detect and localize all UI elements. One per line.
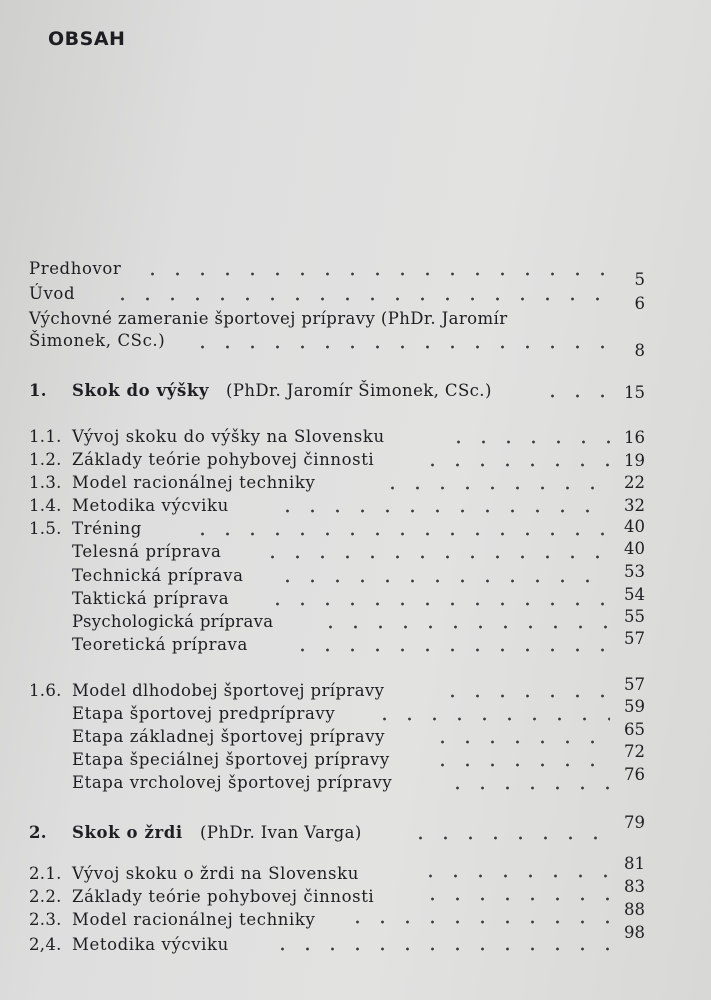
toc-entry-title: Vývoj skoku o žrdi na Slovensku — [72, 864, 359, 883]
toc-entry-2-4 — [0, 923, 711, 959]
toc-page-number: 72 — [624, 742, 645, 761]
toc-entry-title: Etapa vrcholovej športovej prípravy — [72, 773, 393, 792]
dot-leader — [540, 394, 610, 398]
toc-section-number: 1.1. — [29, 427, 62, 446]
toc-chapter-title: Skok do výšky — [72, 381, 210, 400]
toc-chapter-author: (PhDr. Jaromír Šimonek, CSc.) — [226, 381, 492, 400]
toc-entry-uvod — [0, 284, 711, 313]
toc-page-number: 79 — [624, 813, 645, 832]
toc-section-number: 1.4. — [29, 496, 62, 515]
toc-entry-1-5-psychologicka — [0, 607, 711, 636]
toc-page-number: 65 — [624, 720, 645, 739]
dot-leader — [372, 717, 610, 721]
toc-entry-title-cont: Šimonek, CSc.) — [29, 331, 166, 350]
toc-page-number: 40 — [624, 539, 645, 558]
dot-leader — [380, 486, 610, 490]
toc-entry-2-1 — [0, 854, 711, 888]
toc-entry-1-5-takticka — [0, 585, 711, 613]
toc-section-number: 2.3. — [29, 910, 62, 929]
toc-page-number: 98 — [624, 923, 645, 942]
dot-leader — [430, 740, 610, 744]
toc-page-number: 54 — [624, 585, 645, 604]
dot-leader — [290, 648, 610, 652]
dot-leader — [260, 555, 610, 559]
dot-leader — [430, 763, 610, 767]
toc-chapter-number: 2. — [29, 823, 47, 842]
toc-page-number: 88 — [624, 900, 645, 919]
toc-section-number: 1.6. — [29, 681, 62, 700]
toc-entry-1-6 — [0, 675, 711, 705]
toc-section-number: 1.5. — [29, 519, 62, 538]
toc-page-number: 16 — [624, 428, 645, 447]
dot-leader — [445, 786, 610, 790]
toc-entry-title: Teoretická príprava — [72, 635, 248, 654]
toc-entry-2-2 — [0, 877, 711, 911]
toc-chapter-number: 1. — [29, 381, 47, 400]
toc-entry-1-6-predpriprava — [0, 697, 711, 728]
dot-leader — [345, 920, 610, 924]
toc-page-number: 57 — [624, 629, 645, 648]
toc-entry-title: Etapa športovej predprípravy — [72, 704, 336, 723]
dot-leader — [440, 694, 610, 698]
toc-entry-title: Psychologická príprava — [72, 612, 274, 631]
dot-leader — [270, 947, 610, 951]
toc-page-number: 19 — [624, 451, 645, 470]
toc-page-number: 81 — [624, 854, 645, 873]
toc-page-number: 76 — [624, 765, 645, 784]
dot-leader — [420, 897, 610, 901]
toc-chapter-author: (PhDr. Ivan Varga) — [200, 823, 362, 842]
dot-leader — [420, 463, 610, 467]
toc-page-number: 83 — [624, 877, 645, 896]
toc-page-number: 22 — [624, 473, 645, 492]
toc-entry-1-5-telesna — [0, 539, 711, 566]
toc-page-number: 57 — [624, 675, 645, 694]
toc-entry-1-6-specialna — [0, 742, 711, 774]
dot-leader — [408, 836, 610, 840]
dot-leader — [418, 874, 610, 878]
toc-entry-title: Vývoj skoku do výšky na Slovensku — [72, 427, 385, 446]
toc-entry-title: Výchovné zameranie športovej prípravy (PhDr. Jaromír — [29, 309, 508, 328]
toc-entry-title: Úvod — [29, 284, 76, 303]
toc-page-number: 8 — [634, 341, 645, 360]
toc-entry-title: Etapa základnej športovej prípravy — [72, 727, 386, 746]
toc-entry-title: Predhovor — [29, 259, 122, 278]
dot-leader — [265, 602, 610, 606]
dot-leader — [275, 509, 610, 513]
toc-entry-1-6-vrcholova — [0, 765, 711, 797]
toc-page-number: 55 — [624, 607, 645, 626]
toc-chapter-2 — [0, 813, 711, 847]
toc-entry-vychovne-cont — [0, 331, 711, 360]
toc-entry-2-3 — [0, 900, 711, 934]
toc-page-number: 40 — [624, 517, 645, 536]
toc-entry-title: Základy teórie pohybovej činnosti — [72, 450, 375, 469]
toc-entry-title: Metodika výcviku — [72, 496, 229, 515]
toc-section-number: 2.1. — [29, 864, 62, 883]
toc-entry-title: Etapa špeciálnej športovej prípravy — [72, 750, 390, 769]
toc-entry-1-1 — [0, 427, 711, 451]
dot-leader — [318, 625, 610, 629]
toc-page-number: 15 — [624, 383, 645, 402]
toc-entry-1-3 — [0, 473, 711, 497]
toc-entry-title: Model racionálnej techniky — [72, 910, 316, 929]
toc-page-number: 53 — [624, 562, 645, 581]
toc-entry-title: Tréning — [72, 519, 142, 538]
toc-entry-title: Metodika výcviku — [72, 935, 229, 954]
toc-entry-vychovne — [0, 309, 711, 333]
toc-entry-title: Telesná príprava — [72, 542, 222, 561]
toc-entry-title: Základy teórie pohybovej činnosti — [72, 887, 375, 906]
toc-entry-title: Model racionálnej techniky — [72, 473, 316, 492]
toc-entry-1-5-technicka — [0, 562, 711, 590]
dot-leader — [140, 272, 610, 276]
dot-leader — [275, 579, 610, 583]
toc-page-number: 32 — [624, 496, 645, 515]
dot-leader — [110, 297, 610, 301]
dot-leader — [190, 345, 610, 349]
toc-entry-title: Model dlhodobej športovej prípravy — [72, 681, 385, 700]
toc-entry-1-4 — [0, 496, 711, 520]
toc-entry-title: Technická príprava — [72, 566, 244, 585]
dot-leader — [446, 440, 610, 444]
toc-entry-1-2 — [0, 450, 711, 474]
toc-entry-1-6-zakladna — [0, 720, 711, 751]
toc-page-number: 5 — [634, 270, 645, 289]
toc-entry-1-5 — [0, 519, 711, 543]
toc-chapter-title: Skok o žrdi — [72, 823, 183, 842]
toc-section-number: 1.2. — [29, 450, 62, 469]
dot-leader — [190, 532, 610, 536]
toc-chapter-1 — [0, 381, 711, 405]
toc-entry-1-5-teoreticka — [0, 629, 711, 659]
toc-section-number: 1.3. — [29, 473, 62, 492]
toc-page-number: 59 — [624, 697, 645, 716]
toc-section-number: 2,4. — [29, 935, 62, 954]
toc-section-number: 2.2. — [29, 887, 62, 906]
toc-page-number: 6 — [634, 294, 645, 313]
toc-heading: OBSAH — [48, 28, 126, 50]
toc-entry-title: Taktická príprava — [72, 589, 230, 608]
toc-entry-predhovor — [0, 259, 711, 289]
